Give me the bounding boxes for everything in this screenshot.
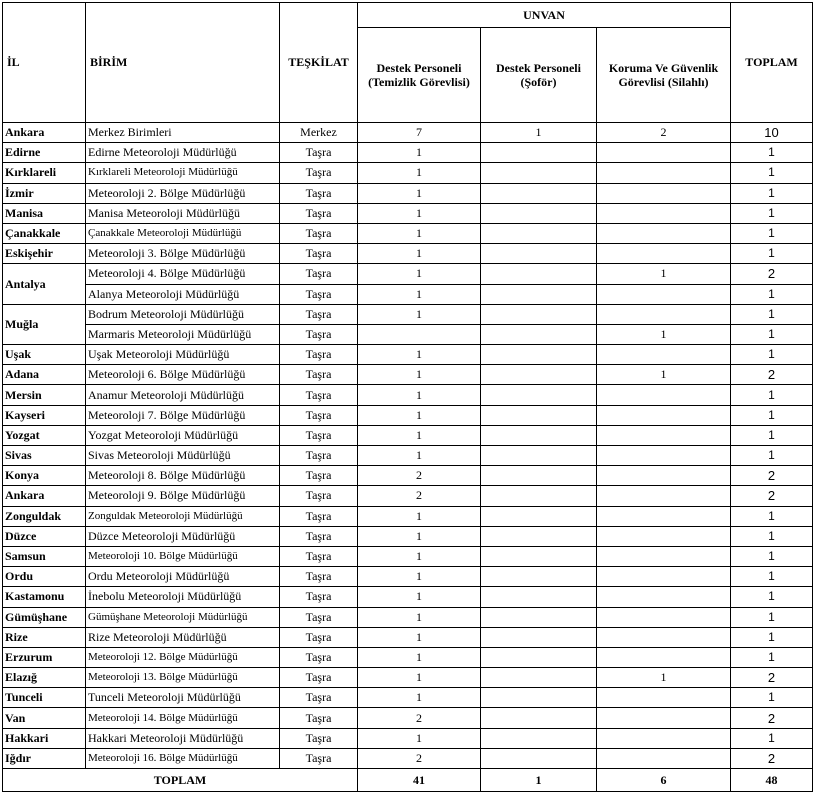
cell-toplam: 10	[731, 123, 813, 143]
cell-temizlik: 1	[358, 526, 481, 546]
cell-birim: Uşak Meteoroloji Müdürlüğü	[86, 345, 280, 365]
cell-il: Manisa	[3, 203, 86, 223]
cell-temizlik	[358, 324, 481, 344]
cell-birim: Edirne Meteoroloji Müdürlüğü	[86, 143, 280, 163]
table-row	[3, 203, 813, 223]
cell-toplam: 1	[731, 688, 813, 708]
cell-teskilat: Taşra	[280, 345, 358, 365]
cell-toplam: 1	[731, 345, 813, 365]
cell-il: Sivas	[3, 446, 86, 466]
cell-koruma	[597, 607, 731, 627]
cell-teskilat: Taşra	[280, 728, 358, 748]
cell-il: Düzce	[3, 526, 86, 546]
cell-temizlik: 7	[358, 123, 481, 143]
cell-sofor	[481, 284, 597, 304]
cell-koruma: 1	[597, 668, 731, 688]
cell-koruma	[597, 385, 731, 405]
cell-birim: Meteoroloji 8. Bölge Müdürlüğü	[86, 466, 280, 486]
cell-teskilat: Merkez	[280, 123, 358, 143]
personnel-table	[2, 2, 813, 792]
table-row	[3, 163, 813, 183]
cell-temizlik: 1	[358, 223, 481, 243]
cell-birim: Kırklareli Meteoroloji Müdürlüğü	[86, 163, 280, 183]
cell-birim: Meteoroloji 4. Bölge Müdürlüğü	[86, 264, 280, 284]
table-row	[3, 304, 813, 324]
cell-sofor: 1	[481, 123, 597, 143]
header-toplam: TOPLAM	[731, 3, 813, 123]
cell-koruma	[597, 345, 731, 365]
cell-toplam: 1	[731, 223, 813, 243]
table-row	[3, 486, 813, 506]
cell-teskilat: Taşra	[280, 183, 358, 203]
cell-sofor	[481, 647, 597, 667]
table-row	[3, 668, 813, 688]
cell-koruma: 1	[597, 264, 731, 284]
table-row	[3, 183, 813, 203]
cell-il: İzmir	[3, 183, 86, 203]
cell-il: Ankara	[3, 486, 86, 506]
cell-temizlik: 1	[358, 506, 481, 526]
cell-sofor	[481, 546, 597, 566]
cell-toplam: 1	[731, 607, 813, 627]
header-unvan: UNVAN	[358, 3, 731, 28]
cell-toplam: 1	[731, 728, 813, 748]
cell-koruma	[597, 244, 731, 264]
cell-teskilat: Taşra	[280, 304, 358, 324]
cell-sofor	[481, 668, 597, 688]
cell-sofor	[481, 365, 597, 385]
cell-toplam: 2	[731, 264, 813, 284]
cell-koruma	[597, 466, 731, 486]
cell-birim: Ordu Meteoroloji Müdürlüğü	[86, 567, 280, 587]
cell-toplam: 1	[731, 587, 813, 607]
cell-temizlik: 1	[358, 546, 481, 566]
cell-il: Kırklareli	[3, 163, 86, 183]
cell-toplam: 1	[731, 244, 813, 264]
cell-birim: Meteoroloji 9. Bölge Müdürlüğü	[86, 486, 280, 506]
cell-teskilat: Taşra	[280, 607, 358, 627]
cell-teskilat: Taşra	[280, 284, 358, 304]
cell-sofor	[481, 607, 597, 627]
cell-temizlik: 1	[358, 183, 481, 203]
cell-temizlik: 1	[358, 405, 481, 425]
cell-toplam: 1	[731, 405, 813, 425]
cell-teskilat: Taşra	[280, 506, 358, 526]
cell-temizlik: 1	[358, 647, 481, 667]
table-row	[3, 728, 813, 748]
cell-teskilat: Taşra	[280, 223, 358, 243]
cell-birim: Meteoroloji 16. Bölge Müdürlüğü	[86, 748, 280, 768]
total-label: TOPLAM	[3, 769, 358, 792]
cell-temizlik: 1	[358, 446, 481, 466]
total-sofor: 1	[481, 769, 597, 792]
cell-sofor	[481, 748, 597, 768]
cell-toplam: 2	[731, 708, 813, 728]
cell-birim: Yozgat Meteoroloji Müdürlüğü	[86, 425, 280, 445]
cell-birim: Meteoroloji 12. Bölge Müdürlüğü	[86, 647, 280, 667]
cell-birim: Bodrum Meteoroloji Müdürlüğü	[86, 304, 280, 324]
cell-temizlik: 1	[358, 567, 481, 587]
table-row	[3, 123, 813, 143]
cell-sofor	[481, 486, 597, 506]
cell-teskilat: Taşra	[280, 688, 358, 708]
cell-sofor	[481, 506, 597, 526]
cell-toplam: 1	[731, 385, 813, 405]
total-toplam: 48	[731, 769, 813, 792]
cell-temizlik: 1	[358, 688, 481, 708]
cell-sofor	[481, 708, 597, 728]
cell-il: Muğla	[3, 304, 86, 344]
cell-il: Kastamonu	[3, 587, 86, 607]
table-row	[3, 567, 813, 587]
table-row	[3, 607, 813, 627]
cell-il: Erzurum	[3, 647, 86, 667]
header-birim: BİRİM	[86, 3, 280, 123]
cell-toplam: 2	[731, 466, 813, 486]
cell-birim: Merkez Birimleri	[86, 123, 280, 143]
table-row	[3, 244, 813, 264]
cell-temizlik: 1	[358, 345, 481, 365]
cell-il: Zonguldak	[3, 506, 86, 526]
table-row	[3, 748, 813, 768]
cell-sofor	[481, 567, 597, 587]
cell-birim: Sivas Meteoroloji Müdürlüğü	[86, 446, 280, 466]
cell-koruma	[597, 143, 731, 163]
cell-temizlik: 1	[358, 163, 481, 183]
cell-temizlik: 1	[358, 244, 481, 264]
cell-birim: Meteoroloji 6. Bölge Müdürlüğü	[86, 365, 280, 385]
cell-koruma	[597, 425, 731, 445]
cell-koruma	[597, 163, 731, 183]
cell-temizlik: 1	[358, 728, 481, 748]
cell-birim: İnebolu Meteoroloji Müdürlüğü	[86, 587, 280, 607]
cell-teskilat: Taşra	[280, 627, 358, 647]
cell-sofor	[481, 526, 597, 546]
cell-temizlik: 1	[358, 607, 481, 627]
table-row	[3, 405, 813, 425]
cell-il: Adana	[3, 365, 86, 385]
table-row	[3, 506, 813, 526]
table-row	[3, 587, 813, 607]
cell-toplam: 2	[731, 668, 813, 688]
cell-toplam: 1	[731, 446, 813, 466]
cell-koruma	[597, 223, 731, 243]
table-row	[3, 647, 813, 667]
cell-toplam: 1	[731, 567, 813, 587]
cell-temizlik: 1	[358, 365, 481, 385]
cell-toplam: 1	[731, 647, 813, 667]
cell-sofor	[481, 405, 597, 425]
cell-il: Çanakkale	[3, 223, 86, 243]
cell-teskilat: Taşra	[280, 466, 358, 486]
cell-koruma	[597, 688, 731, 708]
cell-koruma	[597, 567, 731, 587]
cell-temizlik: 2	[358, 708, 481, 728]
table-row	[3, 425, 813, 445]
table-row	[3, 284, 813, 304]
cell-toplam: 1	[731, 506, 813, 526]
table-row	[3, 466, 813, 486]
cell-teskilat: Taşra	[280, 567, 358, 587]
table-row	[3, 627, 813, 647]
cell-birim: Meteoroloji 10. Bölge Müdürlüğü	[86, 546, 280, 566]
table-row	[3, 546, 813, 566]
cell-koruma	[597, 183, 731, 203]
cell-koruma	[597, 748, 731, 768]
cell-teskilat: Taşra	[280, 324, 358, 344]
cell-teskilat: Taşra	[280, 244, 358, 264]
cell-koruma	[597, 304, 731, 324]
cell-teskilat: Taşra	[280, 425, 358, 445]
cell-sofor	[481, 587, 597, 607]
cell-il: Tunceli	[3, 688, 86, 708]
cell-toplam: 2	[731, 748, 813, 768]
table-row	[3, 324, 813, 344]
cell-il: Antalya	[3, 264, 86, 304]
cell-sofor	[481, 466, 597, 486]
cell-birim: Marmaris Meteoroloji Müdürlüğü	[86, 324, 280, 344]
cell-il: Kayseri	[3, 405, 86, 425]
cell-birim: Zonguldak Meteoroloji Müdürlüğü	[86, 506, 280, 526]
cell-birim: Gümüşhane Meteoroloji Müdürlüğü	[86, 607, 280, 627]
cell-birim: Alanya Meteoroloji Müdürlüğü	[86, 284, 280, 304]
cell-il: Gümüşhane	[3, 607, 86, 627]
table-row	[3, 446, 813, 466]
cell-teskilat: Taşra	[280, 647, 358, 667]
cell-sofor	[481, 223, 597, 243]
table-row	[3, 385, 813, 405]
cell-birim: Meteoroloji 2. Bölge Müdürlüğü	[86, 183, 280, 203]
cell-temizlik: 2	[358, 748, 481, 768]
cell-toplam: 1	[731, 183, 813, 203]
header-koruma: Koruma Ve Güvenlik Görevlisi (Silahlı)	[597, 28, 731, 123]
cell-birim: Düzce Meteoroloji Müdürlüğü	[86, 526, 280, 546]
cell-sofor	[481, 183, 597, 203]
cell-sofor	[481, 143, 597, 163]
cell-il: Hakkari	[3, 728, 86, 748]
total-temizlik: 41	[358, 769, 481, 792]
cell-temizlik: 2	[358, 466, 481, 486]
cell-temizlik: 1	[358, 385, 481, 405]
total-koruma: 6	[597, 769, 731, 792]
cell-toplam: 1	[731, 284, 813, 304]
cell-teskilat: Taşra	[280, 203, 358, 223]
cell-sofor	[481, 244, 597, 264]
header-il: İL	[3, 3, 86, 123]
cell-sofor	[481, 163, 597, 183]
cell-koruma: 1	[597, 324, 731, 344]
cell-il: Samsun	[3, 546, 86, 566]
total-row	[3, 769, 813, 792]
cell-koruma	[597, 627, 731, 647]
cell-koruma	[597, 546, 731, 566]
table-row	[3, 223, 813, 243]
cell-il: Uşak	[3, 345, 86, 365]
cell-toplam: 1	[731, 143, 813, 163]
cell-koruma: 1	[597, 365, 731, 385]
table-row	[3, 708, 813, 728]
cell-teskilat: Taşra	[280, 546, 358, 566]
cell-birim: Anamur Meteoroloji Müdürlüğü	[86, 385, 280, 405]
cell-il: Rize	[3, 627, 86, 647]
cell-sofor	[481, 345, 597, 365]
cell-sofor	[481, 304, 597, 324]
table-row	[3, 365, 813, 385]
cell-teskilat: Taşra	[280, 587, 358, 607]
cell-toplam: 2	[731, 365, 813, 385]
table-row	[3, 345, 813, 365]
cell-sofor	[481, 627, 597, 647]
cell-birim: Çanakkale Meteoroloji Müdürlüğü	[86, 223, 280, 243]
table-row	[3, 688, 813, 708]
cell-temizlik: 1	[358, 304, 481, 324]
cell-birim: Meteoroloji 14. Bölge Müdürlüğü	[86, 708, 280, 728]
cell-koruma	[597, 486, 731, 506]
cell-koruma	[597, 446, 731, 466]
cell-temizlik: 1	[358, 284, 481, 304]
cell-toplam: 1	[731, 627, 813, 647]
cell-sofor	[481, 324, 597, 344]
cell-koruma	[597, 405, 731, 425]
cell-temizlik: 1	[358, 425, 481, 445]
cell-koruma	[597, 506, 731, 526]
cell-birim: Rize Meteoroloji Müdürlüğü	[86, 627, 280, 647]
cell-toplam: 1	[731, 203, 813, 223]
cell-birim: Manisa Meteoroloji Müdürlüğü	[86, 203, 280, 223]
cell-teskilat: Taşra	[280, 264, 358, 284]
cell-sofor	[481, 264, 597, 284]
cell-teskilat: Taşra	[280, 163, 358, 183]
table-row	[3, 264, 813, 284]
cell-birim: Meteoroloji 7. Bölge Müdürlüğü	[86, 405, 280, 425]
cell-birim: Hakkari Meteoroloji Müdürlüğü	[86, 728, 280, 748]
cell-koruma	[597, 284, 731, 304]
cell-teskilat: Taşra	[280, 446, 358, 466]
cell-toplam: 2	[731, 486, 813, 506]
cell-il: Van	[3, 708, 86, 728]
cell-toplam: 1	[731, 324, 813, 344]
header-teskilat: TEŞKİLAT	[280, 3, 358, 123]
cell-temizlik: 1	[358, 203, 481, 223]
cell-il: Elazığ	[3, 668, 86, 688]
cell-teskilat: Taşra	[280, 668, 358, 688]
cell-teskilat: Taşra	[280, 526, 358, 546]
cell-il: Ordu	[3, 567, 86, 587]
cell-koruma	[597, 708, 731, 728]
cell-sofor	[481, 728, 597, 748]
cell-il: Yozgat	[3, 425, 86, 445]
header-sofor: Destek Personeli (Şoför)	[481, 28, 597, 123]
cell-koruma: 2	[597, 123, 731, 143]
cell-sofor	[481, 425, 597, 445]
cell-koruma	[597, 728, 731, 748]
table-row	[3, 526, 813, 546]
cell-birim: Tunceli Meteoroloji Müdürlüğü	[86, 688, 280, 708]
cell-il: Iğdır	[3, 748, 86, 768]
cell-il: Ankara	[3, 123, 86, 143]
cell-toplam: 1	[731, 526, 813, 546]
cell-toplam: 1	[731, 304, 813, 324]
cell-teskilat: Taşra	[280, 486, 358, 506]
cell-toplam: 1	[731, 546, 813, 566]
cell-toplam: 1	[731, 425, 813, 445]
cell-toplam: 1	[731, 163, 813, 183]
cell-teskilat: Taşra	[280, 748, 358, 768]
header-temizlik: Destek Personeli (Temizlik Görevlisi)	[358, 28, 481, 123]
cell-temizlik: 1	[358, 264, 481, 284]
cell-birim: Meteoroloji 13. Bölge Müdürlüğü	[86, 668, 280, 688]
cell-teskilat: Taşra	[280, 385, 358, 405]
cell-il: Edirne	[3, 143, 86, 163]
cell-teskilat: Taşra	[280, 708, 358, 728]
cell-koruma	[597, 647, 731, 667]
cell-teskilat: Taşra	[280, 405, 358, 425]
cell-il: Konya	[3, 466, 86, 486]
cell-sofor	[481, 446, 597, 466]
cell-koruma	[597, 526, 731, 546]
cell-temizlik: 1	[358, 627, 481, 647]
cell-sofor	[481, 385, 597, 405]
cell-temizlik: 1	[358, 668, 481, 688]
cell-birim: Meteoroloji 3. Bölge Müdürlüğü	[86, 244, 280, 264]
table-row	[3, 143, 813, 163]
cell-temizlik: 1	[358, 143, 481, 163]
cell-sofor	[481, 688, 597, 708]
cell-temizlik: 2	[358, 486, 481, 506]
cell-koruma	[597, 587, 731, 607]
cell-teskilat: Taşra	[280, 365, 358, 385]
cell-il: Mersin	[3, 385, 86, 405]
cell-sofor	[481, 203, 597, 223]
cell-koruma	[597, 203, 731, 223]
cell-teskilat: Taşra	[280, 143, 358, 163]
table-body	[3, 123, 813, 769]
cell-il: Eskişehir	[3, 244, 86, 264]
cell-temizlik: 1	[358, 587, 481, 607]
